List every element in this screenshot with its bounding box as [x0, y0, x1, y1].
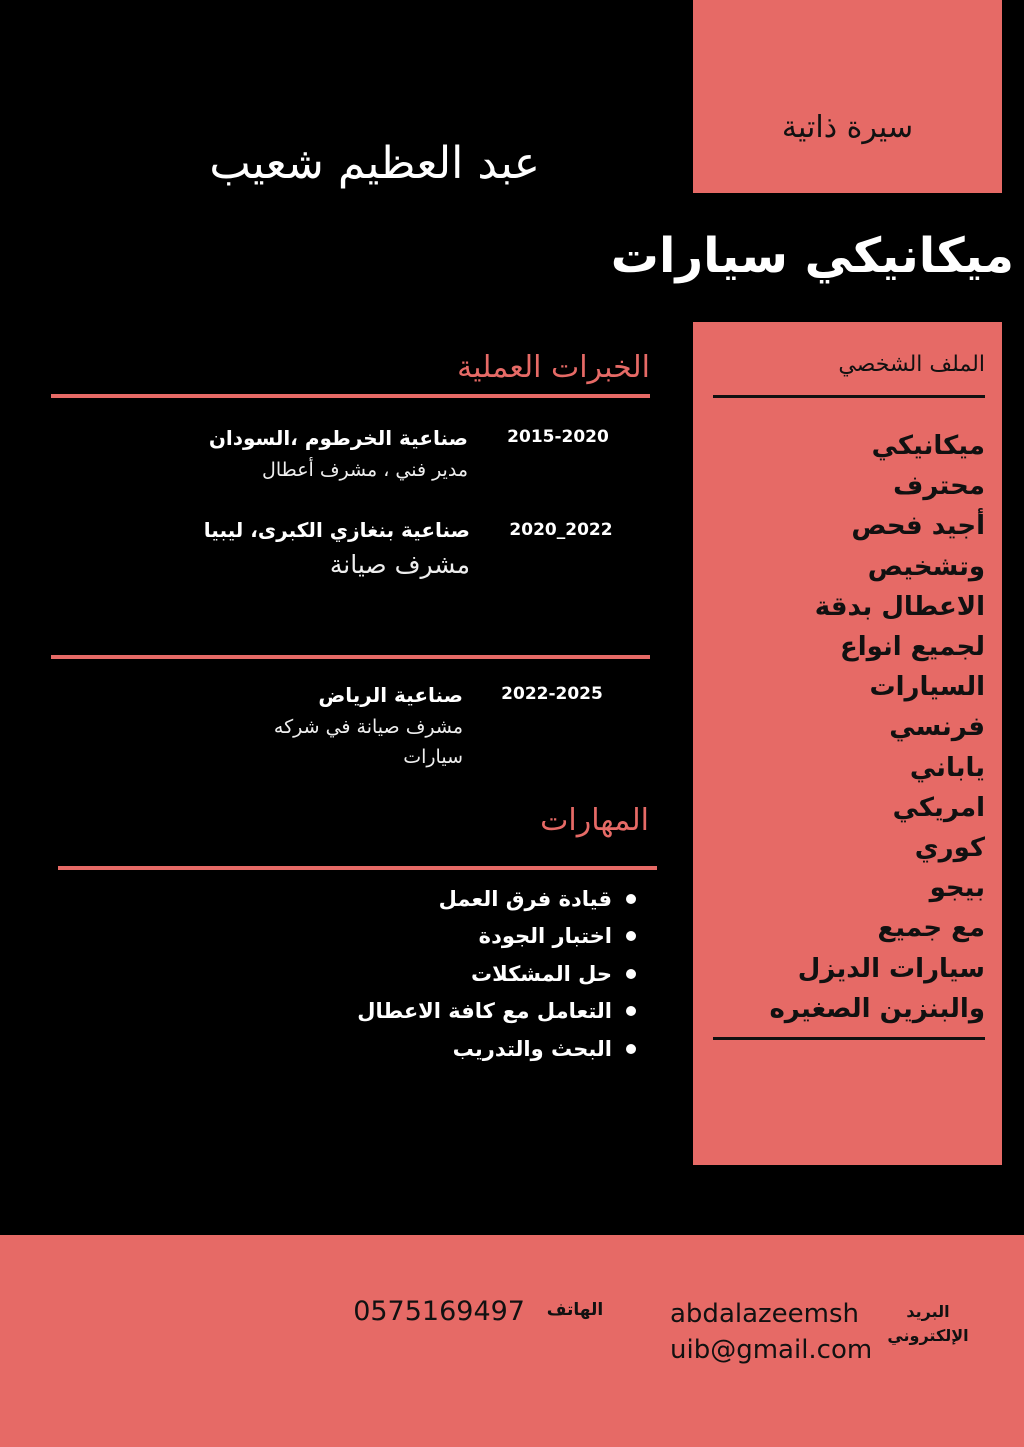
email-address[interactable]: abdalazeemshuib@gmail.com: [670, 1299, 873, 1365]
profile-line: ياباني: [909, 752, 985, 783]
job-title: ميكانيكي سيارات: [610, 228, 1014, 284]
bullet-icon: [626, 894, 636, 904]
skill-item: [300, 918, 640, 956]
experience-role-line: سيارات: [403, 746, 463, 768]
bullet-icon: [626, 931, 636, 941]
experience-role: مدير فني ، مشرف أعطال: [262, 459, 468, 481]
experience-company: صناعية الرياض: [318, 683, 463, 707]
phone-label: الهاتف: [546, 1300, 604, 1320]
profile-line: كوري: [914, 833, 985, 864]
profile-divider-top: [713, 395, 985, 398]
skill-label: قيادة فرق العمل: [438, 886, 612, 911]
experience-role: مشرف صيانة: [329, 550, 470, 579]
profile-line: سيارات الديزل: [797, 953, 985, 984]
experience-divider: [51, 394, 650, 398]
candidate-name: عبد العظيم شعيب: [209, 138, 540, 189]
profile-line: مع جميع: [877, 913, 985, 944]
skill-item: [300, 993, 640, 1031]
profile-line: ميكانيكي: [871, 431, 985, 461]
profile-line: فرنسي: [889, 712, 985, 743]
experience-years: 2020_2022: [509, 520, 613, 540]
header-badge: [693, 0, 1002, 193]
profile-line: السيارات: [869, 672, 985, 703]
profile-line: امريكي: [892, 792, 985, 823]
skill-item: [300, 880, 640, 918]
profile-line: أجيد فحص: [851, 511, 985, 542]
profile-heading: الملف الشخصي: [838, 352, 985, 377]
phone-number[interactable]: 0575169497: [353, 1296, 525, 1327]
skill-item: [300, 955, 640, 993]
experience-years: 2015-2020: [507, 427, 609, 447]
experience-years: 2022-2025: [501, 684, 603, 704]
skill-label: التعامل مع كافة الاعطال: [357, 999, 612, 1024]
skills-list: [300, 880, 640, 1068]
experience-role-line: مشرف صيانة في شركه: [273, 716, 463, 738]
skill-label: اختبار الجودة: [478, 924, 612, 949]
profile-line: وتشخيص: [867, 551, 985, 582]
skills-heading: المهارات: [540, 803, 649, 838]
profile-line: لجميع انواع: [839, 632, 985, 663]
skills-divider: [58, 866, 657, 870]
bullet-icon: [626, 1006, 636, 1016]
skill-label: البحث والتدريب: [452, 1036, 612, 1061]
experience-role: [150, 712, 463, 772]
experience-heading: الخبرات العملية: [457, 350, 650, 385]
email-label: البريد الإلكتروني: [887, 1302, 969, 1345]
profile-line: الاعطال بدقة: [814, 591, 985, 622]
document-type-label: سيرة ذاتية: [781, 110, 914, 145]
profile-summary: [710, 426, 985, 1029]
profile-line: محترف: [893, 471, 985, 502]
profile-line: بيجو: [929, 873, 985, 904]
experience-divider-middle: [51, 655, 650, 659]
bullet-icon: [626, 1044, 636, 1054]
skill-item: [300, 1030, 640, 1068]
experience-company: صناعية الخرطوم ،السودان: [208, 426, 468, 450]
skill-label: حل المشكلات: [471, 961, 612, 986]
profile-line: والبنزين الصغيره: [769, 993, 985, 1024]
experience-company: صناعية بنغازي الكبرى، ليبيا: [203, 518, 470, 542]
bullet-icon: [626, 969, 636, 979]
profile-divider-bottom: [713, 1037, 985, 1040]
